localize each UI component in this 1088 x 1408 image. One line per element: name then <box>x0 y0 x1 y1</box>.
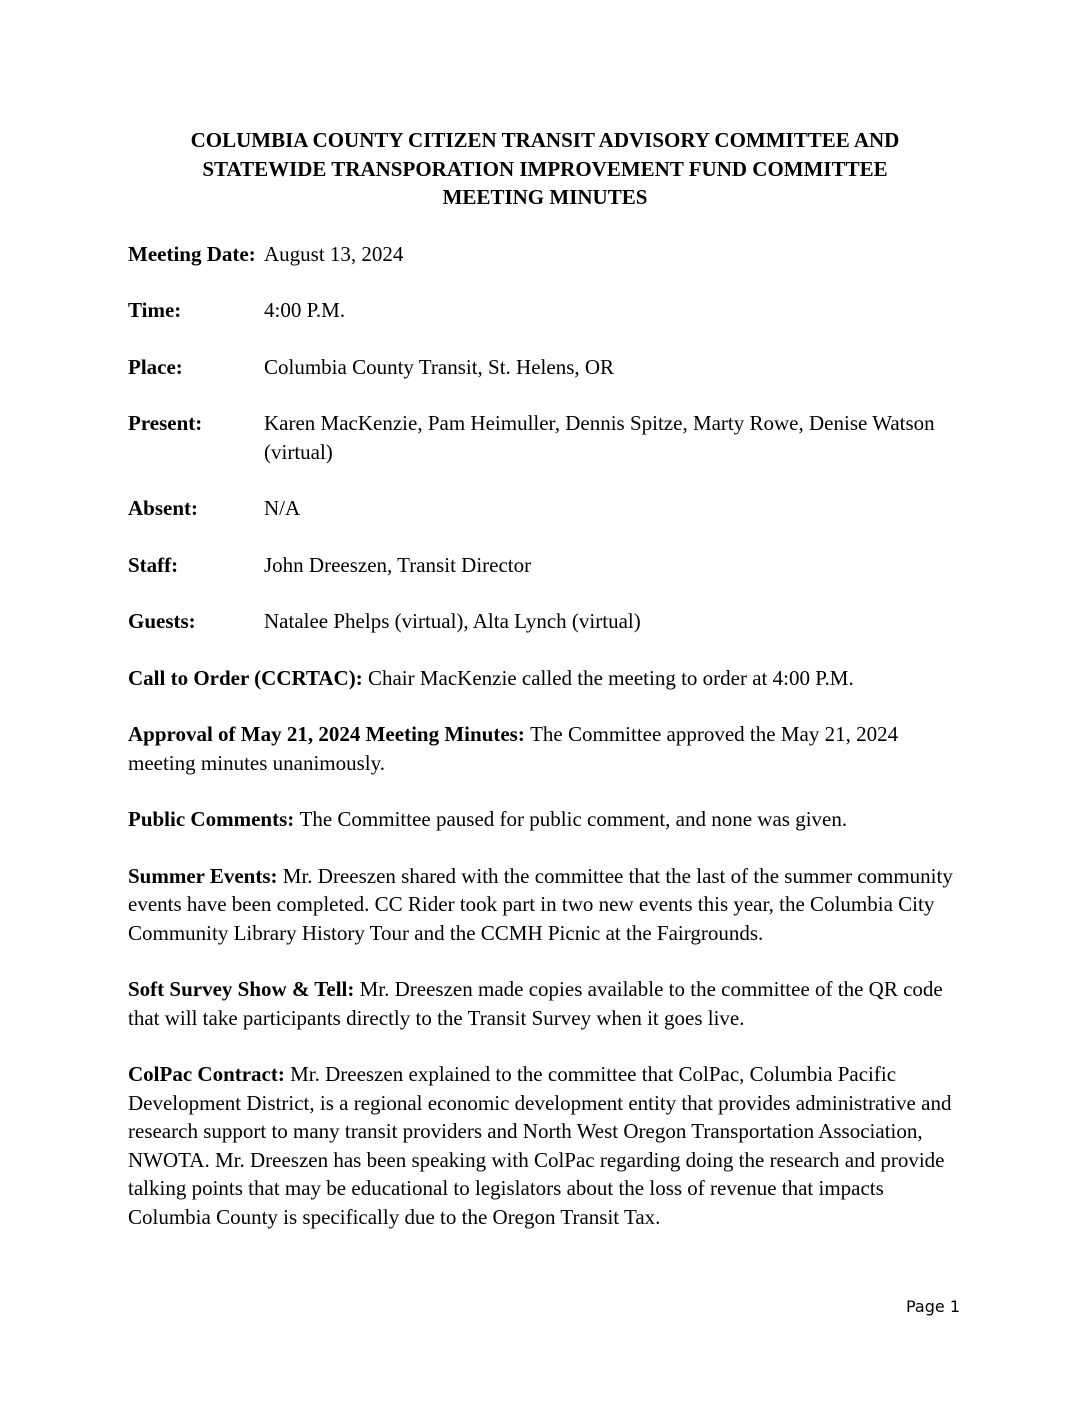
field-value: Karen MacKenzie, Pam Heimuller, Dennis Spitze, Marty Rowe, Denise Watson (virtual) <box>264 411 935 464</box>
section-summer-events <box>128 862 962 948</box>
field-label: Meeting Date: <box>128 241 256 266</box>
section-heading: Soft Survey Show & Tell: <box>128 977 360 1001</box>
field-label: Guests: <box>128 609 196 633</box>
field-staff <box>128 551 962 580</box>
section-body: Mr. Dreeszen made copies available to the committee of the QR code that will take participants directly to the Transit Survey when it goes live. <box>128 977 943 1030</box>
field-label: Place: <box>128 354 183 379</box>
field-value: Columbia County Transit, St. Helens, OR <box>264 354 615 379</box>
field-time <box>128 296 962 325</box>
section-public-comments <box>128 805 962 834</box>
field-value: 4:00 P.M. <box>264 298 346 322</box>
section-heading: Public Comments: <box>128 807 300 831</box>
field-label: Staff: <box>128 552 179 577</box>
field-guests <box>128 607 962 636</box>
section-approval-minutes <box>128 720 962 777</box>
section-body: Mr. Dreeszen shared with the committee that the last of the summer community events have been completed. CC Rider took part in two new events this year, the Columbia City Community Library History Tour and the CCMH Picnic at the Fairgrounds. <box>128 863 953 945</box>
minutes-document <box>128 126 962 1259</box>
field-absent <box>128 494 962 523</box>
document-title <box>128 126 962 212</box>
title-line-2: STATEWIDE TRANSPORATION IMPROVEMENT FUND COMMITTEE <box>202 156 888 181</box>
section-soft-survey <box>128 975 962 1032</box>
field-label: Present: <box>128 411 203 435</box>
section-heading: ColPac Contract: <box>128 1062 291 1086</box>
field-present <box>128 409 962 466</box>
section-body: Chair MacKenzie called the meeting to order at 4:00 P.M. <box>367 665 854 690</box>
field-value: John Dreeszen, Transit Director <box>264 552 532 577</box>
section-heading: Approval of May 21, 2024 Meeting Minutes: <box>128 722 531 746</box>
field-label: Time: <box>128 298 182 322</box>
field-meeting-date <box>128 240 962 269</box>
title-line-3: MEETING MINUTES <box>442 185 648 209</box>
section-body: The Committee paused for public comment, and none was given. <box>299 807 848 831</box>
section-heading: Call to Order (CCRTAC): <box>128 665 368 690</box>
page-number: Page 1 <box>906 1297 960 1316</box>
section-heading: Summer Events: <box>128 863 283 888</box>
section-body: Mr. Dreeszen explained to the committee that ColPac, Columbia Pacific Development District, is a regional economic development entity that provides administrative and research support to many transit providers and North West Oregon Transportation Association, NWOTA. Mr. Dreeszen has been speaking with ColPac regarding doing the research and provide talking points that may be educational to legislators about the loss of revenue that impacts Columbia County is specifically due to the Oregon Transit Tax. <box>128 1062 952 1229</box>
field-label: Absent: <box>128 496 199 520</box>
title-line-1: COLUMBIA COUNTY CITIZEN TRANSIT ADVISORY COMMITTEE AND <box>190 128 900 152</box>
section-body: The Committee approved the May 21, 2024 meeting minutes unanimously. <box>128 722 899 775</box>
section-colpac-contract <box>128 1060 962 1231</box>
section-call-to-order <box>128 664 962 693</box>
field-place <box>128 353 962 382</box>
field-value: August 13, 2024 <box>264 241 404 266</box>
field-value: Natalee Phelps (virtual), Alta Lynch (virtual) <box>264 609 641 633</box>
field-value: N/A <box>264 496 301 520</box>
